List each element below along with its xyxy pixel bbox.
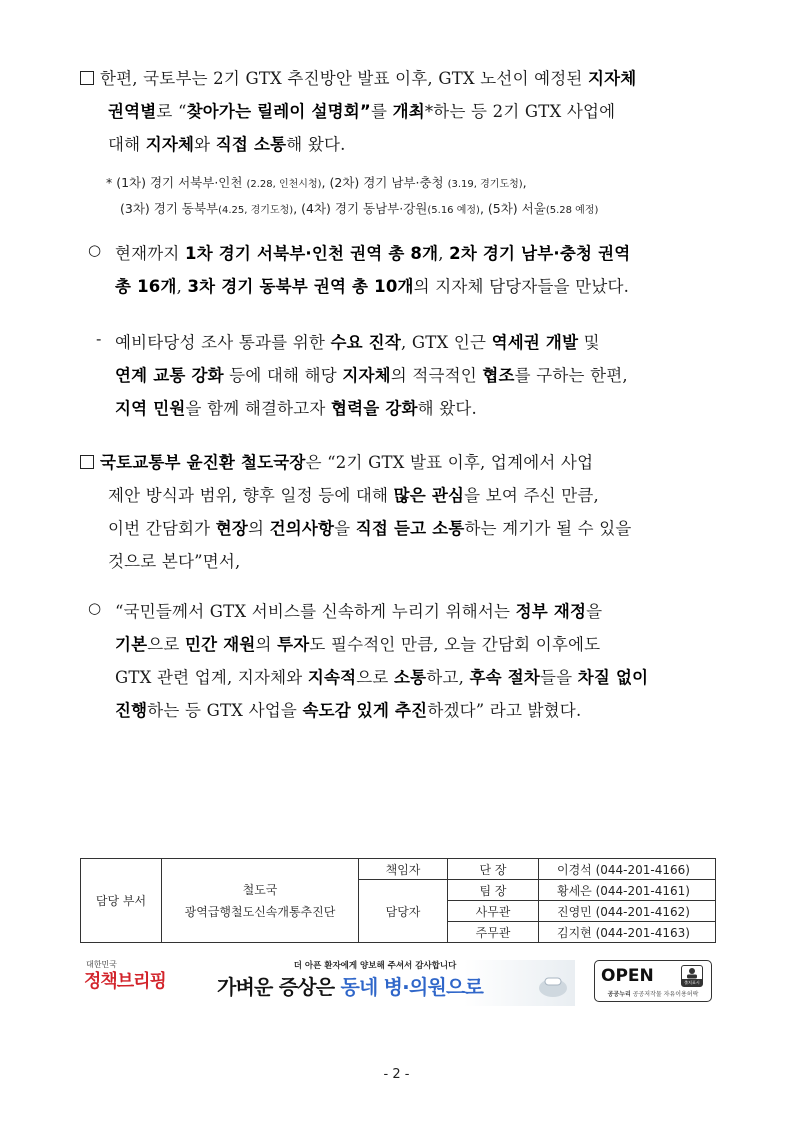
contact-table	[80, 858, 716, 943]
paragraph-closing-quote: “국민들께서 GTX 서비스를 신속하게 누리기 위해서는 정부 재정을 기본으로 민간 재원의 투자도 필수적인 만큼, 오늘 간담회 이후에도 GTX 관련 업계, 지자체와 지속적으로 소통하고, 후속 절차들을 차질 없이 진행하는 등 GTX 사업을 속도감 있게 추진하겠다” 라고 밝혔다.	[115, 602, 649, 720]
person-cell: 진영민 (044-201-4162)	[539, 901, 716, 922]
staff-label-cell: 담당자	[359, 880, 448, 943]
role-cell: 단 장	[448, 859, 539, 880]
open-license-badge[interactable]: OPEN 출처표시 공공누리 공공저작물 자유이용허락	[594, 960, 712, 1002]
policy-briefing-logo[interactable]: 대한민국 정책브리핑	[84, 960, 166, 992]
role-cell: 팀 장	[448, 880, 539, 901]
paragraph-meetings-count: 현재까지 1차 경기 서북부·인천 권역 총 8개, 2차 경기 남부·충청 권역 총 16개, 3차 경기 동북부 권역 총 10개의 지자체 담당자들을 만났다.	[115, 244, 631, 296]
campaign-banner[interactable]: 더 아픈 환자에게 양보해 주셔서 감사합니다 가벼운 증상은 동네 병·의원으로	[205, 960, 575, 1006]
person-cell: 황세은 (044-201-4161)	[539, 880, 716, 901]
paragraph-director-quote: 국토교통부 윤진환 철도국장은 “2기 GTX 발표 이후, 업계에서 사업 제안 방식과 범위, 향후 일정 등에 대해 많은 관심을 보여 주신 만큼, 이번 간담회가 현장의 건의사항을 직접 듣고 소통하는 계기가 될 수 있을 것으로 본다”면서,	[80, 446, 632, 578]
role-cell: 주무관	[448, 922, 539, 943]
role-cell: 사무관	[448, 901, 539, 922]
circle-bullet-icon: ○	[88, 599, 102, 617]
person-cell: 이경석 (044-201-4166)	[539, 859, 716, 880]
page-number: - 2 -	[383, 1067, 410, 1082]
paragraph-cooperation: 예비타당성 조사 통과를 위한 수요 진작, GTX 인근 역세권 개발 및 연계 교통 강화 등에 대해 해당 지자체의 적극적인 협조를 구하는 한편, 지역 민원을 함께 해결하고자 협력을 강화해 왔다.	[115, 333, 628, 418]
open-license-text: OPEN	[601, 966, 654, 986]
table-row	[81, 859, 716, 880]
dept-name-cell: 철도국 광역급행철도신속개통추진단	[162, 859, 359, 943]
pill-hand-icon	[535, 970, 571, 1000]
square-bullet-icon	[80, 455, 94, 469]
person-cell: 김지현 (044-201-4163)	[539, 922, 716, 943]
dept-label-cell: 담당 부서	[81, 859, 162, 943]
footnote-schedule: * (1차) 경기 서북부·인천 (2.28, 인천시청), (2차) 경기 남부·충청 (3.19, 경기도청), (3차) 경기 동북부(4.25, 경기도청), (4차) 경기 동남부·강원(5.16 예정), (5차) 서울(5.28 예정)	[106, 175, 599, 216]
paragraph-briefing-sessions: 한편, 국토부는 2기 GTX 추진방안 발표 이후, GTX 노선이 예정된 지자체 권역별로 “찾아가는 릴레이 설명회”를 개최*하는 등 2기 GTX 사업에 대해 지자체와 직접 소통해 왔다.	[80, 62, 636, 161]
dash-bullet-icon: -	[96, 330, 102, 348]
person-icon: 출처표시	[681, 965, 703, 987]
responsible-label-cell: 책임자	[359, 859, 448, 880]
circle-bullet-icon: ○	[88, 241, 102, 259]
square-bullet-icon	[80, 71, 94, 85]
